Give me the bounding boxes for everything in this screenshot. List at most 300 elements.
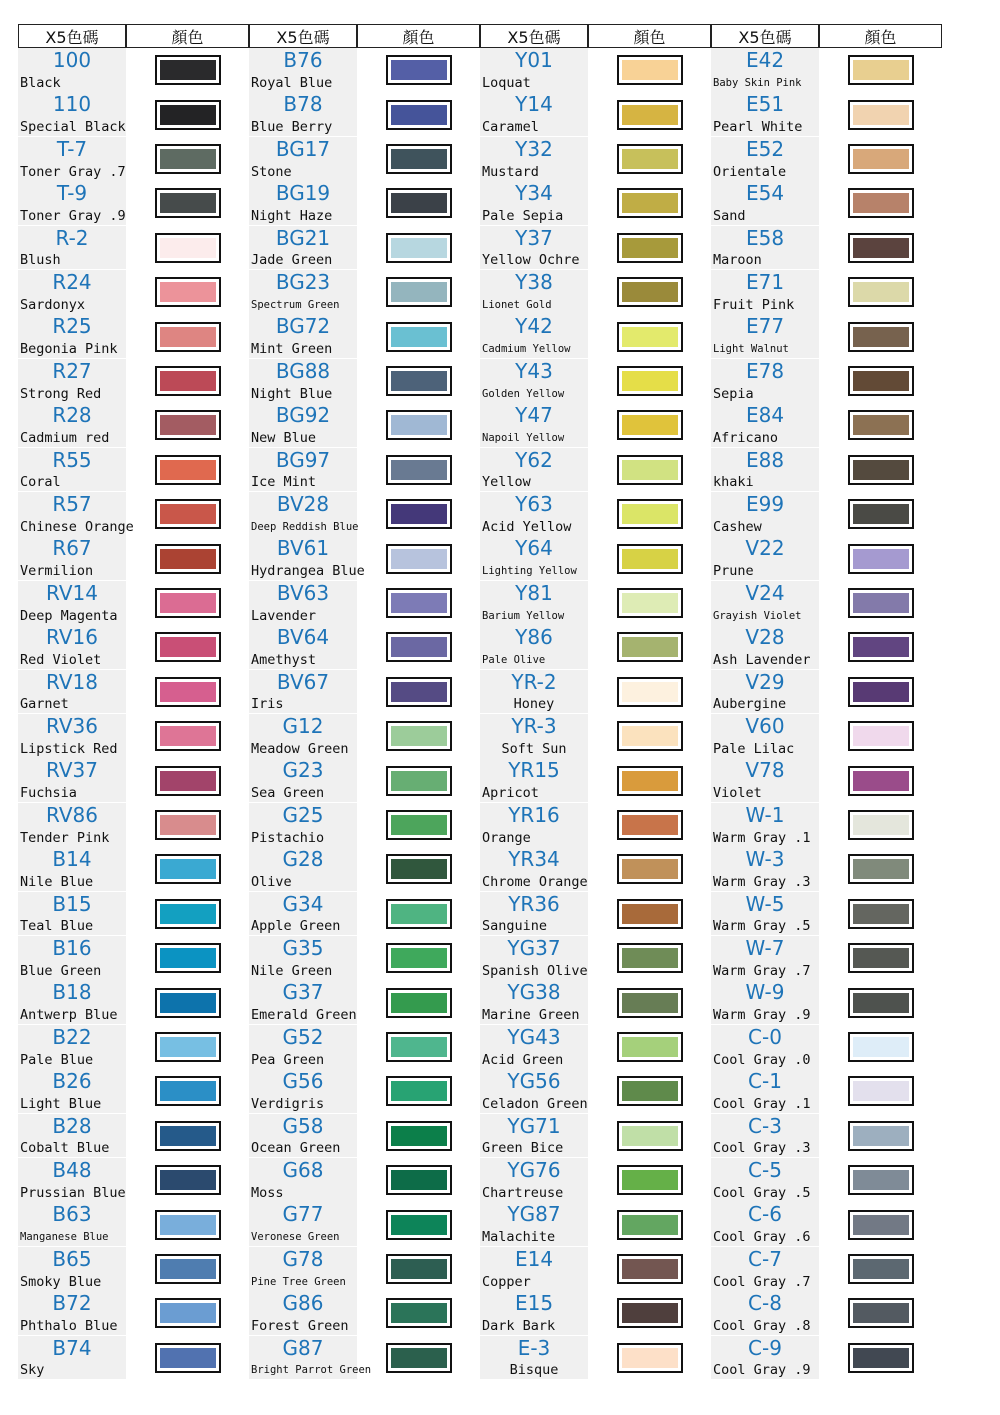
color-swatch-fill	[622, 1348, 678, 1368]
color-code: E14	[514, 1246, 554, 1271]
color-swatch-fill	[853, 1303, 909, 1323]
color-code: Y32	[515, 136, 553, 161]
color-code-cell	[249, 1025, 357, 1069]
color-code-cell	[711, 536, 819, 580]
color-code-cell	[249, 892, 357, 936]
color-name: Warm Gray .7	[713, 962, 811, 979]
color-name: Veronese Green	[251, 1231, 340, 1244]
color-swatch-cell	[126, 670, 249, 714]
color-code: YG87	[507, 1202, 561, 1227]
color-swatch-fill	[160, 1037, 216, 1057]
color-swatch	[386, 544, 452, 574]
color-swatch-cell	[819, 137, 942, 181]
color-swatch-cell	[819, 581, 942, 625]
color-swatch	[848, 1032, 914, 1062]
color-swatch-cell	[588, 847, 711, 891]
color-swatch	[617, 766, 683, 796]
color-swatch	[155, 322, 221, 352]
color-swatch	[155, 854, 221, 884]
color-name: khaki	[713, 474, 754, 491]
color-code: G34	[282, 891, 324, 916]
color-swatch	[386, 766, 452, 796]
color-swatch-cell	[126, 847, 249, 891]
color-code: G25	[282, 802, 324, 827]
color-name: Pine Tree Green	[251, 1275, 346, 1288]
color-code-cell	[249, 1202, 357, 1246]
color-code-cell	[480, 403, 588, 447]
color-swatch-cell	[588, 936, 711, 980]
color-name: Special Black	[20, 119, 126, 136]
color-swatch-fill	[160, 282, 216, 302]
header-color: 顏色	[126, 24, 249, 48]
color-code: BG97	[275, 447, 331, 472]
color-swatch-cell	[588, 758, 711, 802]
color-code: G68	[282, 1158, 324, 1182]
color-swatch-cell	[588, 1158, 711, 1202]
color-name: Iris	[251, 696, 284, 713]
color-swatch	[617, 721, 683, 751]
color-code-cell	[480, 892, 588, 936]
color-swatch	[155, 1076, 221, 1106]
color-swatch-fill	[853, 771, 909, 791]
color-name: Forest Green	[251, 1318, 349, 1335]
color-swatch-fill	[853, 371, 909, 391]
color-name: Fuchsia	[20, 785, 77, 802]
color-name: Africano	[713, 430, 779, 447]
color-swatch	[848, 854, 914, 884]
color-name: Aubergine	[713, 696, 787, 713]
color-name: Tender Pink	[20, 829, 110, 846]
color-code: B65	[52, 1246, 92, 1271]
color-code: B63	[52, 1202, 92, 1227]
color-swatch	[155, 55, 221, 85]
color-swatch-fill	[391, 1303, 447, 1323]
color-code: R67	[52, 536, 92, 561]
color-swatch	[155, 1343, 221, 1373]
color-code: C-7	[748, 1246, 782, 1271]
color-code-cell	[711, 670, 819, 714]
color-name: Sanguine	[482, 918, 548, 935]
color-name: Copper	[482, 1273, 531, 1290]
color-swatch-fill	[622, 238, 678, 258]
color-swatch	[848, 677, 914, 707]
color-swatch	[617, 632, 683, 662]
color-name: Ocean Green	[251, 1140, 341, 1157]
color-swatch-fill	[622, 371, 678, 391]
color-code: Y14	[515, 92, 553, 117]
color-swatch-fill	[160, 726, 216, 746]
color-swatch	[617, 544, 683, 574]
color-code: BV64	[276, 625, 330, 650]
color-name: Warm Gray .5	[713, 918, 811, 935]
color-swatch-cell	[588, 803, 711, 847]
color-name: Royal Blue	[251, 74, 333, 91]
color-swatch-cell	[357, 936, 480, 980]
color-code: E84	[745, 403, 785, 428]
color-name: Deep Reddish Blue	[251, 520, 359, 533]
color-code: V24	[745, 580, 785, 605]
color-swatch	[848, 1254, 914, 1284]
color-swatch-fill	[160, 504, 216, 524]
color-swatch-cell	[126, 1158, 249, 1202]
color-swatch-fill	[853, 327, 909, 347]
color-name: Cool Gray .7	[713, 1273, 811, 1290]
color-code: 110	[52, 92, 92, 117]
color-swatch	[848, 1165, 914, 1195]
color-swatch	[386, 455, 452, 485]
color-swatch	[617, 1032, 683, 1062]
color-code-cell	[711, 1069, 819, 1113]
color-name: Cool Gray .5	[713, 1184, 811, 1201]
color-swatch-fill	[622, 282, 678, 302]
color-code: W-3	[745, 847, 785, 872]
color-swatch	[155, 499, 221, 529]
color-code: G86	[282, 1291, 324, 1316]
color-swatch	[617, 1298, 683, 1328]
color-swatch-fill	[391, 1037, 447, 1057]
color-swatch	[848, 810, 914, 840]
color-name: Cool Gray .0	[713, 1051, 811, 1068]
color-code-cell	[249, 448, 357, 492]
color-name: Strong Red	[20, 385, 102, 402]
color-code-cell	[711, 314, 819, 358]
color-swatch-cell	[357, 847, 480, 891]
color-code-cell	[480, 1247, 588, 1291]
color-code-cell	[18, 1291, 126, 1335]
color-code: YR-2	[511, 669, 557, 694]
color-swatch-cell	[357, 1247, 480, 1291]
color-swatch	[617, 1165, 683, 1195]
color-swatch	[617, 899, 683, 929]
color-swatch-fill	[391, 1081, 447, 1101]
color-swatch-fill	[853, 726, 909, 746]
color-code-cell	[249, 1291, 357, 1335]
color-swatch	[386, 233, 452, 263]
color-swatch-cell	[126, 1247, 249, 1291]
color-code: YR15	[508, 758, 560, 783]
color-name: Warm Gray .9	[713, 1007, 811, 1024]
color-code: B18	[52, 980, 92, 1005]
color-name: Honey	[513, 696, 555, 713]
color-code-cell	[480, 492, 588, 536]
color-code: BG17	[275, 136, 331, 161]
color-swatch	[386, 1210, 452, 1240]
color-code-cell	[249, 492, 357, 536]
color-swatch-cell	[126, 980, 249, 1024]
color-swatch	[386, 1032, 452, 1062]
color-name: Lionet Gold	[482, 298, 552, 311]
color-swatch-cell	[357, 536, 480, 580]
color-swatch	[848, 544, 914, 574]
color-swatch-fill	[622, 815, 678, 835]
color-name: Blue Berry	[251, 119, 333, 136]
color-code: BV67	[276, 669, 330, 694]
color-swatch	[848, 1298, 914, 1328]
color-swatch	[386, 677, 452, 707]
color-swatch	[848, 988, 914, 1018]
color-name: Prune	[713, 563, 754, 580]
color-swatch-fill	[391, 504, 447, 524]
color-code-cell	[18, 1247, 126, 1291]
color-swatch-cell	[126, 714, 249, 758]
color-swatch-cell	[357, 314, 480, 358]
color-code-cell	[249, 625, 357, 669]
color-swatch-fill	[853, 593, 909, 613]
color-swatch	[155, 233, 221, 263]
color-swatch-fill	[622, 1259, 678, 1279]
color-name: Begonia Pink	[20, 341, 118, 358]
color-swatch	[386, 632, 452, 662]
color-name: Sardonyx	[20, 296, 86, 313]
color-name: Violet	[713, 785, 762, 802]
color-code-cell	[480, 1336, 588, 1380]
color-code: RV37	[46, 758, 98, 783]
color-code-cell	[480, 803, 588, 847]
color-code: G52	[282, 1024, 324, 1049]
color-code-cell	[480, 625, 588, 669]
color-swatch-fill	[853, 60, 909, 80]
color-code-cell	[711, 137, 819, 181]
color-name: Yellow	[482, 474, 531, 491]
color-swatch-fill	[160, 238, 216, 258]
color-code: BG23	[275, 270, 331, 294]
color-code: YR16	[508, 802, 560, 827]
color-code: Y34	[515, 181, 553, 206]
color-code-cell	[18, 536, 126, 580]
color-swatch-cell	[588, 980, 711, 1024]
color-code-cell	[18, 803, 126, 847]
color-code-cell	[711, 1336, 819, 1380]
color-swatch-fill	[391, 637, 447, 657]
color-code-cell	[18, 936, 126, 980]
color-swatch-fill	[160, 771, 216, 791]
color-swatch-cell	[126, 1025, 249, 1069]
color-code: YG76	[507, 1158, 561, 1182]
color-swatch-cell	[126, 181, 249, 225]
color-swatch-fill	[853, 1126, 909, 1146]
color-code-cell	[18, 492, 134, 536]
color-swatch-cell	[588, 670, 711, 714]
color-code: B14	[52, 847, 92, 872]
color-swatch-fill	[853, 193, 909, 213]
color-code-cell	[711, 181, 819, 225]
color-name: Pale Blue	[20, 1051, 94, 1068]
color-swatch-cell	[126, 314, 249, 358]
color-swatch	[617, 55, 683, 85]
color-swatch-fill	[160, 371, 216, 391]
color-swatch-fill	[160, 60, 216, 80]
color-name: Pale Olive	[482, 654, 546, 667]
color-code-cell	[249, 1114, 357, 1158]
color-swatch	[848, 721, 914, 751]
color-swatch-cell	[819, 1114, 942, 1158]
color-name: Deep Magenta	[20, 607, 118, 624]
color-swatch-cell	[357, 758, 480, 802]
color-code-cell	[480, 1069, 588, 1113]
color-code-cell	[249, 847, 357, 891]
color-swatch-cell	[357, 714, 480, 758]
color-code: G28	[282, 847, 324, 872]
color-swatch-cell	[357, 1202, 480, 1246]
color-swatch-cell	[357, 270, 480, 314]
color-swatch	[848, 1343, 914, 1373]
color-swatch	[155, 810, 221, 840]
color-swatch-fill	[853, 504, 909, 524]
color-swatch-fill	[622, 149, 678, 169]
color-swatch-cell	[819, 758, 942, 802]
color-code: B76	[283, 48, 323, 72]
color-swatch-cell	[588, 1247, 711, 1291]
color-code: B72	[52, 1291, 92, 1316]
color-code: E51	[745, 92, 785, 117]
color-swatch	[848, 1076, 914, 1106]
color-swatch-cell	[819, 314, 942, 358]
color-code: B22	[52, 1024, 92, 1049]
color-name: Vermilion	[20, 563, 94, 580]
color-swatch	[386, 1298, 452, 1328]
color-code: G23	[282, 758, 324, 783]
color-code: W-1	[745, 802, 785, 827]
color-name: Bisque	[509, 1362, 559, 1379]
color-swatch-cell	[357, 625, 480, 669]
color-swatch-fill	[160, 105, 216, 125]
color-name: Cadmium red	[20, 430, 110, 447]
color-code-cell	[480, 847, 588, 891]
color-code-cell	[249, 1158, 357, 1202]
color-swatch	[617, 499, 683, 529]
color-code-cell	[18, 892, 126, 936]
color-code: C-8	[748, 1291, 782, 1316]
color-swatch	[155, 588, 221, 618]
color-swatch-cell	[126, 48, 249, 92]
color-name: Cool Gray .1	[713, 1096, 811, 1113]
color-name: Light Walnut	[713, 343, 789, 356]
color-swatch-fill	[391, 193, 447, 213]
color-name: Toner Gray .7	[20, 163, 126, 180]
color-name: Red Violet	[20, 652, 102, 669]
color-swatch	[386, 1076, 452, 1106]
color-code: Y63	[515, 492, 553, 516]
color-code-cell	[249, 48, 357, 92]
color-swatch	[617, 322, 683, 352]
color-code-cell	[18, 270, 126, 314]
color-swatch-fill	[160, 859, 216, 879]
color-swatch	[386, 410, 452, 440]
color-code-cell	[711, 1247, 819, 1291]
color-swatch	[617, 144, 683, 174]
color-swatch	[848, 766, 914, 796]
color-code-cell	[18, 625, 126, 669]
color-swatch-cell	[819, 1291, 942, 1335]
color-swatch-fill	[853, 1215, 909, 1235]
color-swatch-fill	[391, 904, 447, 924]
color-name: Baby Skin Pink	[713, 76, 802, 89]
color-swatch	[386, 1165, 452, 1195]
color-swatch-cell	[819, 1158, 942, 1202]
color-code: V22	[745, 536, 785, 561]
color-swatch-fill	[160, 193, 216, 213]
color-code: BG72	[275, 314, 331, 339]
color-swatch-fill	[160, 415, 216, 435]
color-code: E77	[745, 314, 785, 339]
color-swatch-fill	[160, 460, 216, 480]
color-swatch-fill	[853, 1259, 909, 1279]
color-swatch	[155, 899, 221, 929]
color-swatch	[617, 410, 683, 440]
color-code: BG88	[275, 358, 331, 383]
color-name: Toner Gray .9	[20, 208, 126, 225]
color-name: Grayish Violet	[713, 609, 802, 622]
color-swatch-cell	[819, 670, 942, 714]
color-swatch	[386, 499, 452, 529]
color-swatch	[155, 100, 221, 130]
color-swatch-cell	[588, 226, 711, 270]
color-swatch-fill	[622, 327, 678, 347]
color-code-cell	[711, 980, 819, 1024]
color-swatch-fill	[622, 1081, 678, 1101]
color-code-cell	[18, 226, 126, 270]
color-swatch-cell	[357, 1291, 480, 1335]
color-code-cell	[480, 226, 588, 270]
color-swatch-cell	[819, 1069, 942, 1113]
color-swatch	[155, 277, 221, 307]
color-swatch-fill	[391, 1348, 447, 1368]
color-swatch	[848, 499, 914, 529]
color-swatch	[386, 721, 452, 751]
color-swatch	[617, 366, 683, 396]
color-swatch-fill	[853, 1170, 909, 1190]
color-swatch	[617, 1076, 683, 1106]
color-swatch-cell	[126, 1114, 249, 1158]
color-swatch	[848, 1121, 914, 1151]
color-swatch-cell	[357, 48, 480, 92]
color-swatch	[386, 366, 452, 396]
color-swatch-fill	[853, 1348, 909, 1368]
color-name: Pea Green	[251, 1051, 325, 1068]
color-code: BG92	[275, 403, 331, 428]
color-code: G58	[282, 1113, 324, 1138]
color-swatch-cell	[126, 625, 249, 669]
color-name: Amethyst	[251, 652, 317, 669]
color-swatch	[617, 455, 683, 485]
color-swatch-fill	[391, 593, 447, 613]
color-name: Emerald Green	[251, 1007, 357, 1024]
color-swatch-fill	[391, 327, 447, 347]
color-swatch-cell	[126, 803, 249, 847]
color-code: Y37	[515, 225, 553, 250]
color-name: Ash Lavender	[713, 652, 811, 669]
color-name: Mustard	[482, 163, 539, 180]
color-swatch-fill	[853, 904, 909, 924]
color-swatch-cell	[126, 581, 249, 625]
color-swatch-cell	[819, 847, 942, 891]
color-swatch-fill	[160, 1081, 216, 1101]
color-swatch-fill	[391, 105, 447, 125]
color-swatch-cell	[819, 359, 942, 403]
color-code: RV86	[46, 802, 98, 827]
color-name: Yellow Ochre	[482, 252, 580, 269]
color-swatch	[386, 854, 452, 884]
color-name: Acid Green	[482, 1051, 564, 1068]
color-code: YG43	[507, 1024, 561, 1049]
color-name: Cobalt Blue	[20, 1140, 110, 1157]
color-swatch-cell	[126, 270, 249, 314]
color-code-cell	[480, 714, 588, 758]
color-code: W-9	[745, 980, 785, 1005]
color-swatch	[155, 766, 221, 796]
color-code-cell	[18, 1336, 126, 1380]
color-name: Antwerp Blue	[20, 1007, 118, 1024]
